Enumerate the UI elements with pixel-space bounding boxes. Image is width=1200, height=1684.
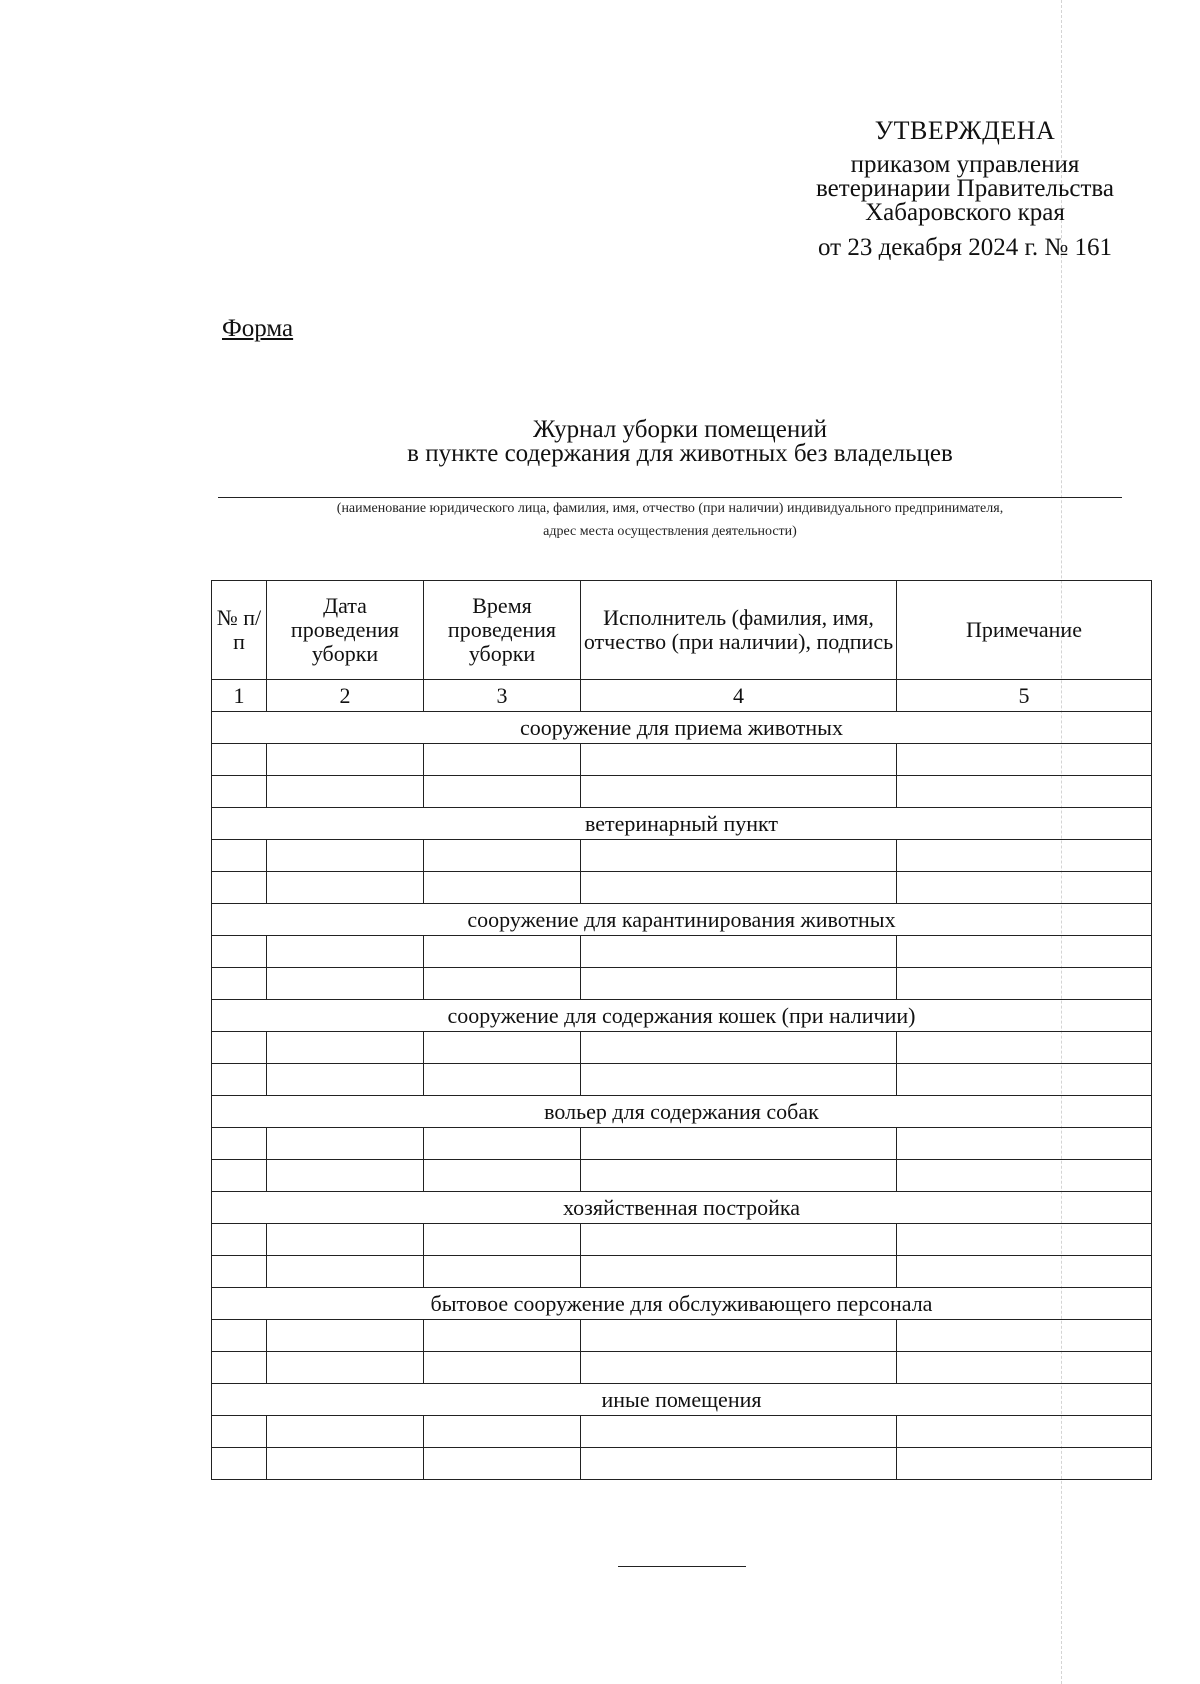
form-label: Форма (222, 315, 294, 342)
organization-name-caption (218, 497, 1122, 543)
column-number: 4 (581, 680, 897, 712)
blank-entry-row (212, 1064, 1152, 1096)
blank-entry-row (212, 1448, 1152, 1480)
blank-entry-cell (581, 776, 897, 808)
blank-entry-row (212, 1032, 1152, 1064)
blank-entry-cell (897, 840, 1152, 872)
section-title: ветеринарный пункт (212, 808, 1152, 840)
blank-entry-cell (424, 936, 581, 968)
organization-caption-line-2: адрес места осуществления деятельности) (543, 524, 797, 539)
blank-entry-row (212, 968, 1152, 1000)
blank-entry-cell (581, 1064, 897, 1096)
blank-entry-cell (424, 968, 581, 1000)
blank-entry-cell (212, 1416, 267, 1448)
blank-entry-row (212, 1416, 1152, 1448)
blank-entry-cell (212, 840, 267, 872)
blank-entry-cell (212, 744, 267, 776)
blank-entry-cell (267, 1256, 424, 1288)
blank-entry-cell (897, 1256, 1152, 1288)
header-executor: Исполнитель (фамилия, имя, отчество (при наличии), подпись (581, 581, 897, 680)
blank-entry-cell (897, 1224, 1152, 1256)
blank-entry-cell (267, 1448, 424, 1480)
blank-entry-cell (267, 744, 424, 776)
blank-entry-cell (424, 1032, 581, 1064)
blank-entry-cell (581, 1320, 897, 1352)
approval-line-2: ветеринарии Правительства (816, 175, 1114, 202)
blank-entry-cell (581, 1128, 897, 1160)
blank-entry-row (212, 872, 1152, 904)
section-row (212, 1192, 1152, 1224)
blank-entry-cell (212, 776, 267, 808)
blank-entry-cell (897, 872, 1152, 904)
blank-entry-cell (581, 744, 897, 776)
blank-entry-cell (581, 1160, 897, 1192)
blank-entry-cell (424, 1448, 581, 1480)
document-title-line-1: Журнал уборки помещений (532, 416, 828, 443)
blank-entry-cell (581, 1224, 897, 1256)
blank-entry-cell (212, 936, 267, 968)
blank-entry-cell (267, 1160, 424, 1192)
blank-entry-row (212, 936, 1152, 968)
blank-entry-cell (581, 1352, 897, 1384)
blank-entry-cell (581, 1032, 897, 1064)
header-row (212, 581, 1152, 680)
column-number: 3 (424, 680, 581, 712)
column-number: 2 (267, 680, 424, 712)
blank-entry-cell (267, 1032, 424, 1064)
blank-entry-cell (897, 968, 1152, 1000)
blank-entry-cell (424, 776, 581, 808)
blank-entry-cell (897, 1416, 1152, 1448)
blank-entry-cell (581, 936, 897, 968)
blank-entry-cell (581, 1448, 897, 1480)
blank-entry-cell (424, 1224, 581, 1256)
column-number-row (212, 680, 1152, 712)
blank-entry-cell (424, 1128, 581, 1160)
blank-entry-cell (212, 1160, 267, 1192)
blank-entry-row (212, 1320, 1152, 1352)
blank-entry-row (212, 776, 1152, 808)
blank-entry-cell (897, 1352, 1152, 1384)
blank-entry-cell (424, 1064, 581, 1096)
blank-entry-cell (581, 968, 897, 1000)
blank-entry-cell (897, 1160, 1152, 1192)
section-title: сооружение для содержания кошек (при наличии) (212, 1000, 1152, 1032)
blank-entry-cell (212, 1448, 267, 1480)
blank-entry-row (212, 1256, 1152, 1288)
blank-entry-cell (424, 1416, 581, 1448)
section-title: иные помещения (212, 1384, 1152, 1416)
blank-entry-cell (267, 1352, 424, 1384)
section-title: вольер для содержания собак (212, 1096, 1152, 1128)
blank-entry-cell (424, 1256, 581, 1288)
approval-title: УТВЕРЖДЕНА (874, 116, 1056, 145)
section-title: сооружение для приема животных (212, 712, 1152, 744)
column-number: 5 (897, 680, 1152, 712)
blank-entry-cell (424, 872, 581, 904)
blank-entry-cell (212, 1032, 267, 1064)
blank-entry-row (212, 1224, 1152, 1256)
blank-entry-cell (424, 1352, 581, 1384)
section-row (212, 904, 1152, 936)
section-row (212, 808, 1152, 840)
approval-stamp-block (780, 118, 1150, 260)
blank-entry-cell (267, 936, 424, 968)
blank-entry-cell (267, 1320, 424, 1352)
column-number: 1 (212, 680, 267, 712)
blank-entry-cell (424, 1160, 581, 1192)
blank-entry-cell (212, 1352, 267, 1384)
blank-entry-cell (581, 840, 897, 872)
section-title: сооружение для карантинирования животных (212, 904, 1152, 936)
blank-entry-cell (897, 1064, 1152, 1096)
header-time: Время проведения уборки (424, 581, 581, 680)
section-row (212, 712, 1152, 744)
blank-entry-row (212, 1128, 1152, 1160)
blank-entry-cell (267, 968, 424, 1000)
blank-entry-cell (212, 1128, 267, 1160)
blank-entry-cell (212, 872, 267, 904)
blank-entry-cell (897, 1032, 1152, 1064)
section-row (212, 1000, 1152, 1032)
document-title-line-2: в пункте содержания для животных без владельцев (407, 440, 953, 467)
blank-entry-cell (267, 1224, 424, 1256)
blank-entry-row (212, 1352, 1152, 1384)
blank-entry-cell (212, 1224, 267, 1256)
blank-entry-cell (897, 1320, 1152, 1352)
blank-entry-cell (581, 1416, 897, 1448)
header-date: Дата проведения уборки (267, 581, 424, 680)
blank-entry-cell (267, 872, 424, 904)
blank-entry-cell (424, 744, 581, 776)
approval-date: от 23 декабря 2024 г. № 161 (817, 234, 1113, 261)
blank-entry-cell (212, 1064, 267, 1096)
section-row (212, 1384, 1152, 1416)
blank-entry-row (212, 1160, 1152, 1192)
organization-caption-line-1: (наименование юридического лица, фамилия, имя, отчество (при наличии) индивидуального предпринимателя, (336, 501, 1004, 516)
header-number: № п/п (212, 581, 267, 680)
blank-entry-cell (424, 1320, 581, 1352)
blank-entry-cell (897, 744, 1152, 776)
blank-entry-cell (897, 1448, 1152, 1480)
section-title: бытовое сооружение для обслуживающего персонала (212, 1288, 1152, 1320)
approval-line-1: приказом управления (850, 151, 1080, 178)
blank-entry-cell (267, 1128, 424, 1160)
blank-entry-cell (897, 936, 1152, 968)
header-note: Примечание (897, 581, 1152, 680)
blank-entry-cell (212, 968, 267, 1000)
blank-entry-row (212, 744, 1152, 776)
section-row (212, 1288, 1152, 1320)
blank-entry-cell (267, 776, 424, 808)
blank-entry-cell (581, 872, 897, 904)
blank-entry-cell (212, 1320, 267, 1352)
blank-entry-cell (424, 840, 581, 872)
blank-entry-cell (897, 1128, 1152, 1160)
cleaning-log-table (211, 580, 1152, 1480)
section-row (212, 1096, 1152, 1128)
blank-entry-cell (267, 1416, 424, 1448)
blank-entry-cell (212, 1256, 267, 1288)
approval-line-3: Хабаровского края (865, 199, 1065, 226)
document-title (330, 418, 1030, 466)
blank-entry-cell (267, 840, 424, 872)
section-title: хозяйственная постройка (212, 1192, 1152, 1224)
blank-entry-cell (581, 1256, 897, 1288)
blank-entry-cell (897, 776, 1152, 808)
end-of-document-line (618, 1566, 746, 1567)
blank-entry-row (212, 840, 1152, 872)
blank-entry-cell (267, 1064, 424, 1096)
